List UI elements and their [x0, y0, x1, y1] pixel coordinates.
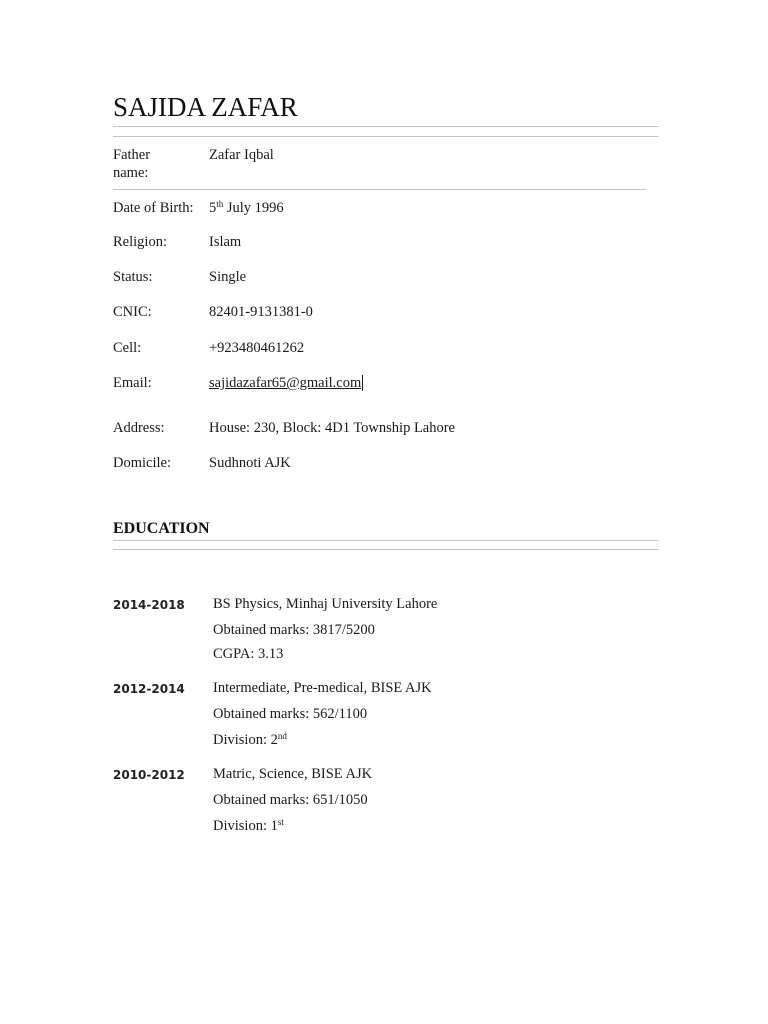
status-label: Status:: [113, 269, 153, 285]
father-name-label: Father name:: [113, 147, 151, 181]
education-result: [213, 645, 283, 663]
father-divider: [113, 189, 646, 190]
education-years: 2012-2014: [113, 682, 185, 696]
cnic-label: CNIC:: [113, 304, 152, 320]
education-marks: Obtained marks: 3817/5200: [213, 622, 375, 638]
name-divider-top: [113, 126, 659, 127]
education-marks: Obtained marks: 562/1100: [213, 706, 368, 722]
education-result: [213, 731, 287, 749]
name-divider-bottom: [113, 136, 659, 137]
dob-label: Date of Birth:: [113, 200, 194, 216]
domicile-label: Domicile:: [113, 455, 171, 471]
dob-day: 5: [209, 200, 217, 216]
religion-label: Religion:: [113, 234, 167, 250]
education-years: 2014-2018: [113, 598, 185, 612]
education-divider-bottom: [113, 549, 659, 550]
cnic-value: 82401-9131381-0: [209, 304, 313, 320]
address-label: Address:: [113, 420, 165, 436]
cell-label: Cell:: [113, 340, 142, 356]
education-degree: Intermediate, Pre-medical, BISE AJK: [213, 680, 432, 696]
education-degree: BS Physics, Minhaj University Lahore: [213, 596, 438, 612]
education-marks: Obtained marks: 651/1050: [213, 792, 368, 808]
education-result-suffix: st: [277, 817, 284, 827]
education-result-text: Division: 2: [213, 732, 278, 748]
religion-value: Islam: [209, 234, 242, 250]
education-result-suffix: nd: [277, 731, 287, 741]
email-value-wrap: [209, 374, 649, 392]
address-value: House: 230, Block: 4D1 Township Lahore: [209, 420, 455, 436]
domicile-value: Sudhnoti AJK: [209, 455, 291, 471]
cell-value: +923480461262: [209, 340, 305, 356]
education-divider-top: [113, 540, 659, 541]
education-result: [213, 817, 284, 835]
candidate-name: SAJIDA ZAFAR: [113, 92, 298, 122]
education-years: 2010-2012: [113, 768, 185, 782]
education-degree: Matric, Science, BISE AJK: [213, 766, 373, 782]
email-link[interactable]: sajidazafar65@gmail.com: [209, 375, 362, 391]
education-result-text: CGPA: 3.13: [213, 646, 284, 662]
dob-rest: July 1996: [223, 200, 284, 216]
education-result-text: Division: 1: [213, 818, 278, 834]
father-name-value: Zafar Iqbal: [209, 147, 274, 163]
dob-value: [209, 199, 649, 217]
dob-suffix: th: [216, 199, 224, 209]
email-label: Email:: [113, 375, 152, 391]
education-heading: EDUCATION: [113, 520, 210, 537]
status-value: Single: [209, 269, 247, 285]
